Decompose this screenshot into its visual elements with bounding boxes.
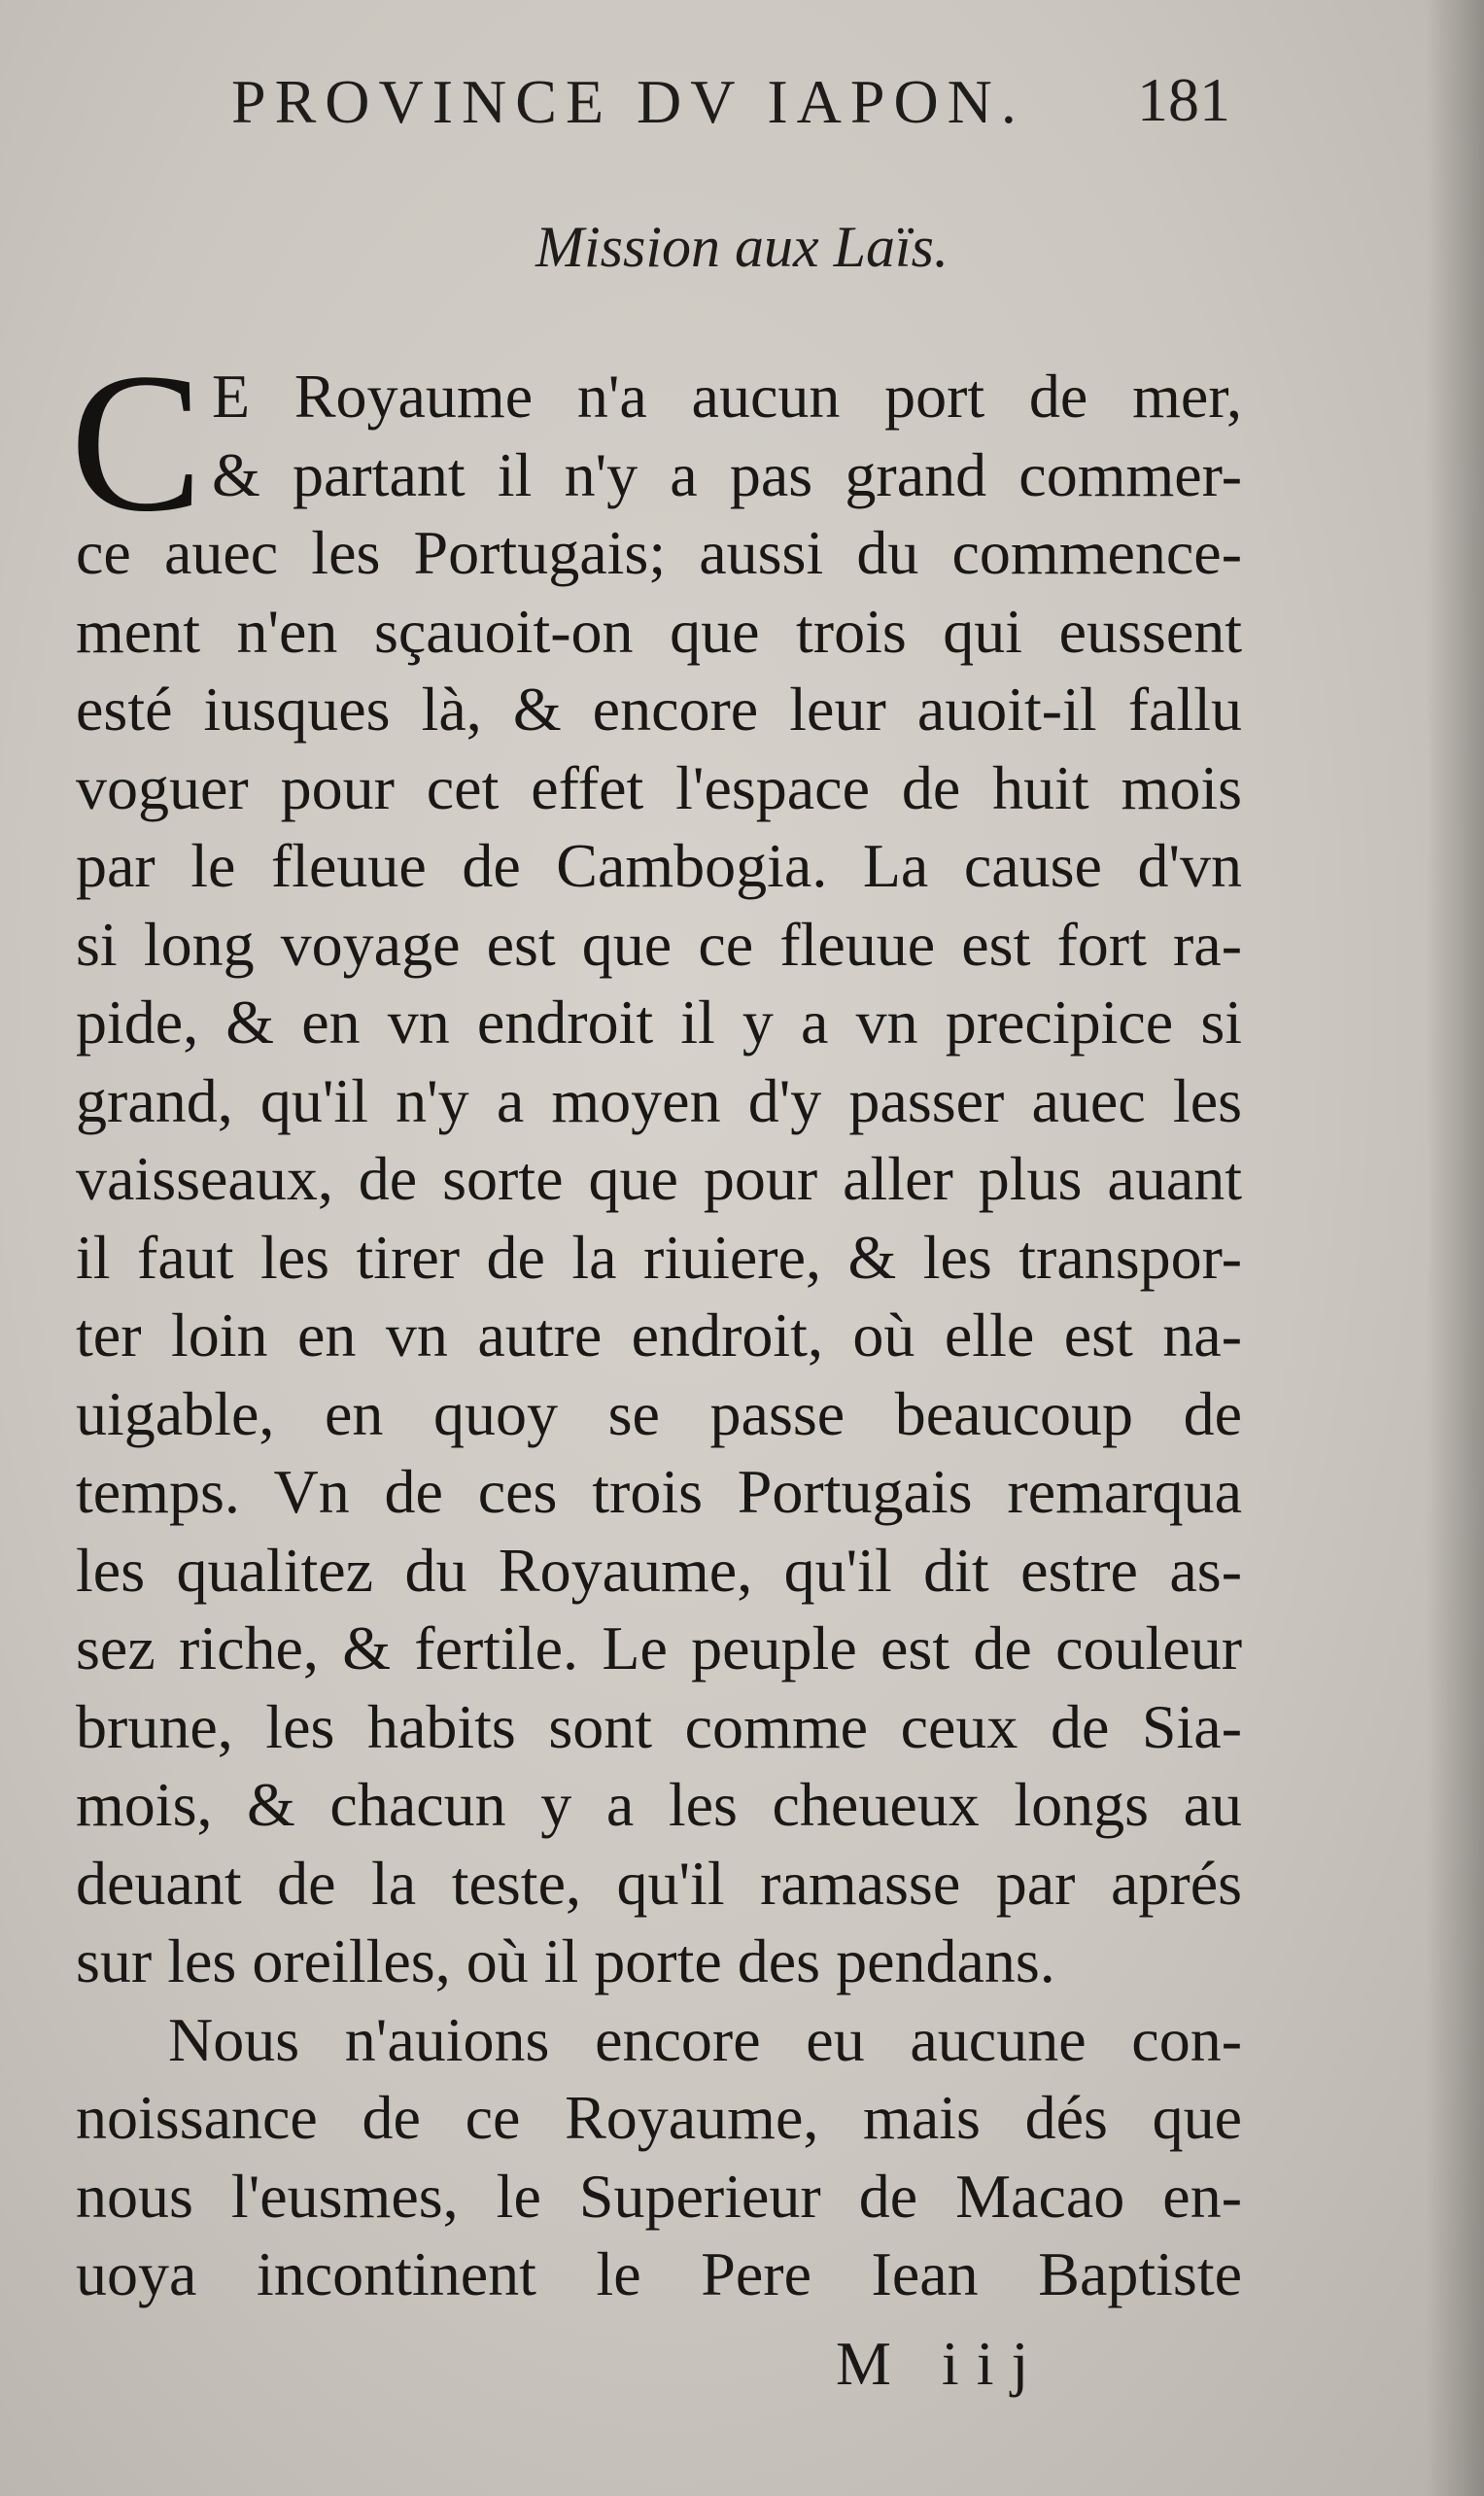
drop-cap: C [70,332,203,553]
text-line: brune, les habits sont comme ceux de Sia- [76,1691,1242,1761]
paragraph-1 [76,358,1242,2001]
text-line: uoya incontinent le Pere Iean Baptiste [76,2239,1242,2308]
text-line: temps. Vn de ces trois Portugais remarqua [76,1457,1242,1526]
text-line: voguer pour cet effet l'espace de huit mois [76,752,1242,822]
text-line: pide, & en vn endroit il y a vn precipice si [76,988,1242,1057]
section-heading: Mission aux Laïs. [535,215,949,279]
text-line: & partant il n'y a pas grand commer- [212,439,1242,509]
text-line: esté iusques là, & encore leur auoit-il fallu [76,675,1242,744]
text-line: ment n'en sçauoit-on que trois qui eussent [76,596,1242,666]
text-line: ter loin en vn autre endroit, où elle est na- [76,1300,1242,1369]
text-line: uigable, en quoy se passe beaucoup de [76,1378,1242,1448]
page-number: 181 [1137,65,1230,134]
text-line: les qualitez du Royaume, qu'il dit estre as- [76,1535,1242,1605]
running-header [0,58,1484,146]
text-line: Nous n'auions encore eu aucune con- [168,2004,1242,2074]
text-line: sur les oreilles, où il porte des pendans. [76,1926,1055,1995]
text-line: deuant de la teste, qu'il ramasse par aprés [76,1848,1242,1918]
text-line: E Royaume n'a aucun port de mer, [212,362,1242,431]
page-edge-shadow [1426,0,1484,2496]
text-line: sez riche, & fertile. Le peuple est de couleur [76,1613,1242,1682]
text-line: nous l'eusmes, le Superieur de Macao en- [76,2161,1242,2231]
text-line: mois, & chacun y a les cheueux longs au [76,1770,1242,1839]
running-title: PROVINCE DV IAPON. [231,67,1025,136]
text-line: ce auec les Portugais; aussi du commence- [76,518,1242,587]
text-line: si long voyage est que ce fleuue est fort ra- [76,909,1242,979]
signature-mark: M iij [836,2329,1047,2398]
body-text [76,358,1242,2314]
text-line: il faut les tirer de la riuiere, & les transpor- [76,1222,1242,1292]
text-line: grand, qu'il n'y a moyen d'y passer auec les [76,1065,1242,1135]
text-line: vaisseaux, de sorte que pour aller plus auant [76,1144,1242,1213]
text-line: noissance de ce Royaume, mais dés que [76,2083,1242,2152]
text-line: par le fleuue de Cambogia. La cause d'vn [76,831,1242,900]
paragraph-2 [76,2001,1242,2314]
